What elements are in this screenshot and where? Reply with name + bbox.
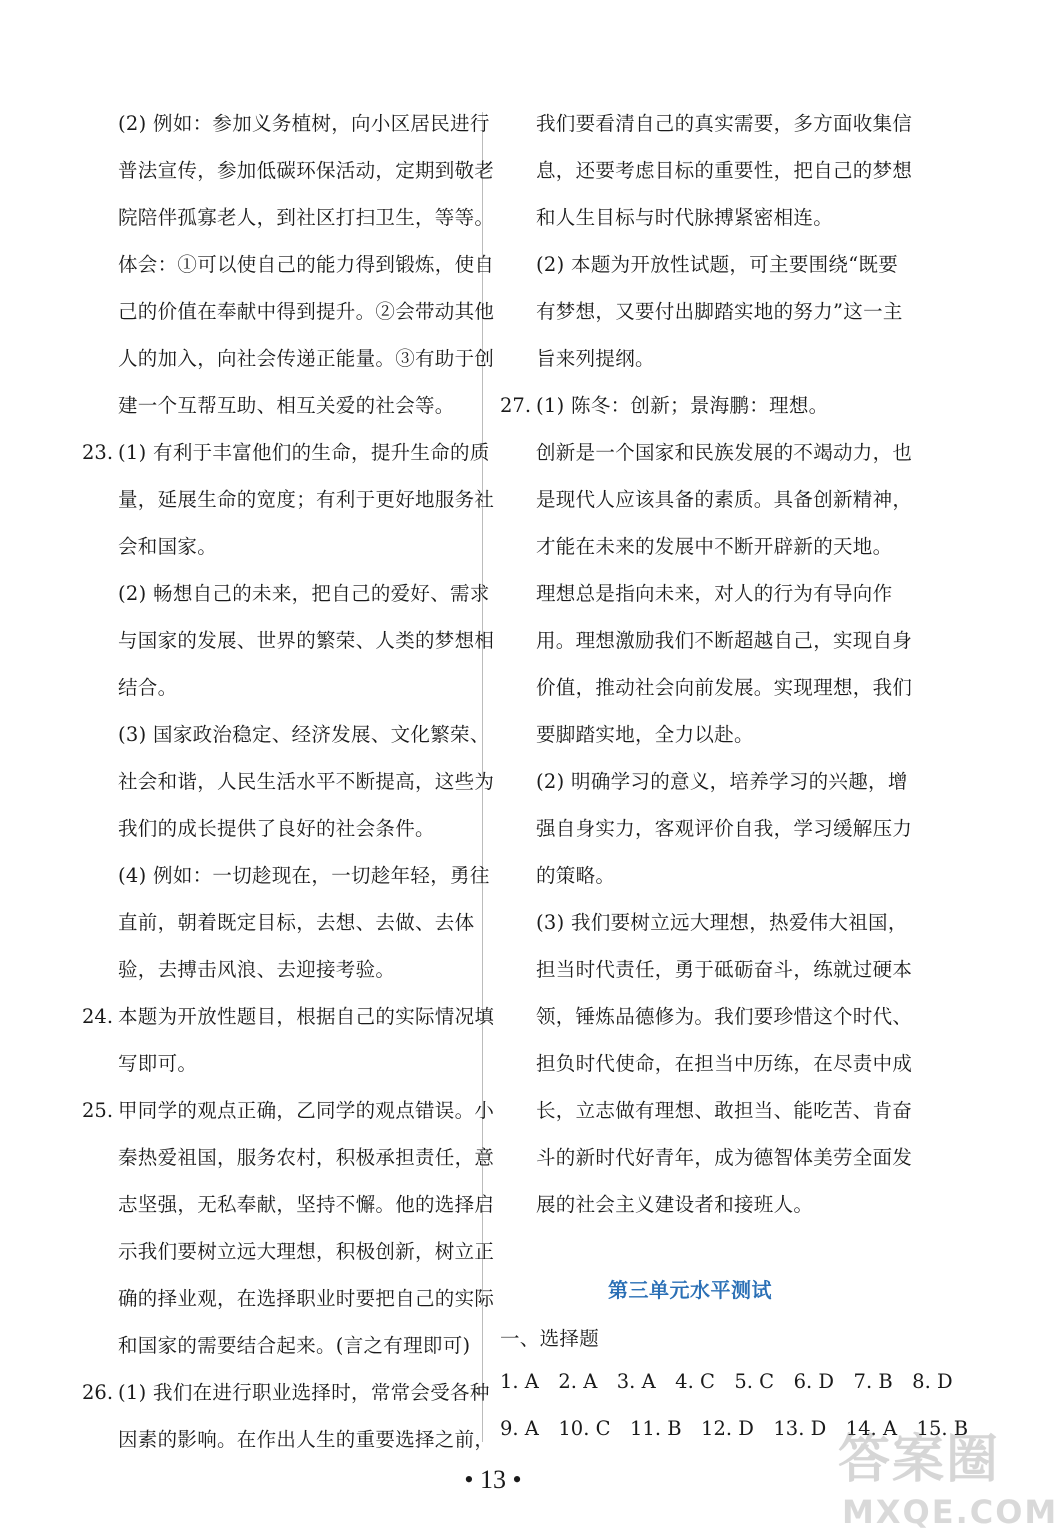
text-line: (1) 我们在进行职业选择时，常常会受各种 bbox=[118, 1381, 490, 1404]
question-number-26: 26. bbox=[82, 1381, 114, 1404]
text-line: 用。理想激励我们不断超越自己，实现自身 bbox=[536, 629, 913, 652]
text-line: 会和国家。 bbox=[118, 535, 218, 558]
text-line: 建一个互帮互助、相互关爱的社会等。 bbox=[118, 394, 455, 417]
text-line: 结合。 bbox=[118, 676, 178, 699]
text-line: 直前，朝着既定目标，去想、去做、去体 bbox=[118, 911, 475, 934]
text-line: 价值，推动社会向前发展。实现理想，我们 bbox=[536, 676, 913, 699]
question-number-25: 25. bbox=[82, 1099, 114, 1122]
text-line: 社会和谐，人民生活水平不断提高，这些为 bbox=[118, 770, 495, 793]
text-line: (1) 陈冬：创新；景海鹏：理想。 bbox=[536, 394, 829, 417]
text-line: 己的价值在奉献中得到提升。②会带动其他 bbox=[118, 300, 495, 323]
text-line: 志坚强，无私奉献，坚持不懈。他的选择启 bbox=[118, 1193, 495, 1216]
text-line: 甲同学的观点正确，乙同学的观点错误。小 bbox=[118, 1099, 495, 1122]
watermark-url: MXQE.COM bbox=[842, 1493, 1058, 1531]
text-line: 旨来列提纲。 bbox=[536, 347, 655, 370]
text-line: (3) 我们要树立远大理想，热爱伟大祖国， bbox=[536, 911, 908, 934]
text-line: 斗的新时代好青年，成为德智体美劳全面发 bbox=[536, 1146, 913, 1169]
text-line: 才能在未来的发展中不断开辟新的天地。 bbox=[536, 535, 893, 558]
text-line: 体会：①可以使自己的能力得到锻炼，使自 bbox=[118, 253, 495, 276]
text-line: 示我们要树立远大理想，积极创新，树立正 bbox=[118, 1240, 495, 1263]
watermark-logo bbox=[838, 1430, 1058, 1534]
text-line: 写即可。 bbox=[118, 1052, 198, 1075]
text-line: 量，延展生命的宽度；有利于更好地服务社 bbox=[118, 488, 495, 511]
text-line: 和国家的需要结合起来。(言之有理即可) bbox=[118, 1334, 471, 1357]
text-line: 长，立志做有理想、敢担当、能吃苦、肯奋 bbox=[536, 1099, 913, 1122]
text-line: 理想总是指向未来，对人的行为有导向作 bbox=[536, 582, 893, 605]
text-line: 人的加入，向社会传递正能量。③有助于创 bbox=[118, 347, 495, 370]
answers-row: 1. A 2. A 3. A 4. C 5. C 6. D 7. B 8. D bbox=[500, 1370, 953, 1393]
question-number-27: 27. bbox=[500, 394, 532, 417]
text-line: 领，锤炼品德修为。我们要珍惜这个时代、 bbox=[536, 1005, 913, 1028]
question-number-24: 24. bbox=[82, 1005, 114, 1028]
question-number-23: 23. bbox=[82, 441, 114, 464]
answers-row: 9. A 10. C 11. B 12. D 13. D 14. A 15. B bbox=[500, 1417, 969, 1440]
text-line: 息，还要考虑目标的重要性，把自己的梦想 bbox=[536, 159, 913, 182]
text-line: 与国家的发展、世界的繁荣、人类的梦想相 bbox=[118, 629, 495, 652]
text-line: (1) 有利于丰富他们的生命，提升生命的质 bbox=[118, 441, 490, 464]
section-title: 第三单元水平测试 bbox=[608, 1278, 772, 1302]
text-line: 强自身实力，客观评价自我，学习缓解压力 bbox=[536, 817, 913, 840]
text-line: 担当时代责任，勇于砥砺奋斗，练就过硬本 bbox=[536, 958, 913, 981]
text-line: 是现代人应该具备的素质。具备创新精神， bbox=[536, 488, 913, 511]
text-line: 因素的影响。在作出人生的重要选择之前， bbox=[118, 1428, 495, 1451]
text-line: (4) 例如：一切趁现在，一切趁年轻，勇往 bbox=[118, 864, 490, 887]
page-number: • 13 • bbox=[464, 1465, 522, 1494]
text-line: (2) 本题为开放性试题，可主要围绕“既要 bbox=[536, 253, 899, 276]
text-line: 有梦想，又要付出脚踏实地的努力”这一主 bbox=[536, 300, 903, 323]
subsection-heading: 一、选择题 bbox=[500, 1327, 600, 1350]
text-line: 本题为开放性题目，根据自己的实际情况填 bbox=[118, 1005, 495, 1028]
text-line: 验，去搏击风浪、去迎接考验。 bbox=[118, 958, 396, 981]
text-line: (3) 国家政治稳定、经济发展、文化繁荣、 bbox=[118, 723, 490, 746]
text-line: 秦热爱祖国，服务农村，积极承担责任，意 bbox=[118, 1146, 495, 1169]
text-line: 展的社会主义建设者和接班人。 bbox=[536, 1193, 814, 1216]
text-line: 创新是一个国家和民族发展的不竭动力，也 bbox=[536, 441, 913, 464]
text-line: 我们的成长提供了良好的社会条件。 bbox=[118, 817, 435, 840]
text-line: (2) 畅想自己的未来，把自己的爱好、需求 bbox=[118, 582, 490, 605]
text-line: 普法宣传，参加低碳环保活动，定期到敬老 bbox=[118, 159, 495, 182]
text-line: 担负时代使命，在担当中历练，在尽责中成 bbox=[536, 1052, 913, 1075]
text-line: 和人生目标与时代脉搏紧密相连。 bbox=[536, 206, 834, 229]
text-line: 我们要看清自己的真实需要，多方面收集信 bbox=[536, 112, 913, 135]
text-line: 确的择业观，在选择职业时要把自己的实际 bbox=[118, 1287, 495, 1310]
watermark-text: 答案圈 bbox=[838, 1430, 1001, 1490]
text-line: 院陪伴孤寡老人，到社区打扫卫生，等等。 bbox=[118, 206, 495, 229]
text-line: (2) 例如：参加义务植树，向小区居民进行 bbox=[118, 112, 490, 135]
text-line: 要脚踏实地，全力以赴。 bbox=[536, 723, 754, 746]
text-line: (2) 明确学习的意义，培养学习的兴趣，增 bbox=[536, 770, 908, 793]
text-line: 的策略。 bbox=[536, 864, 616, 887]
